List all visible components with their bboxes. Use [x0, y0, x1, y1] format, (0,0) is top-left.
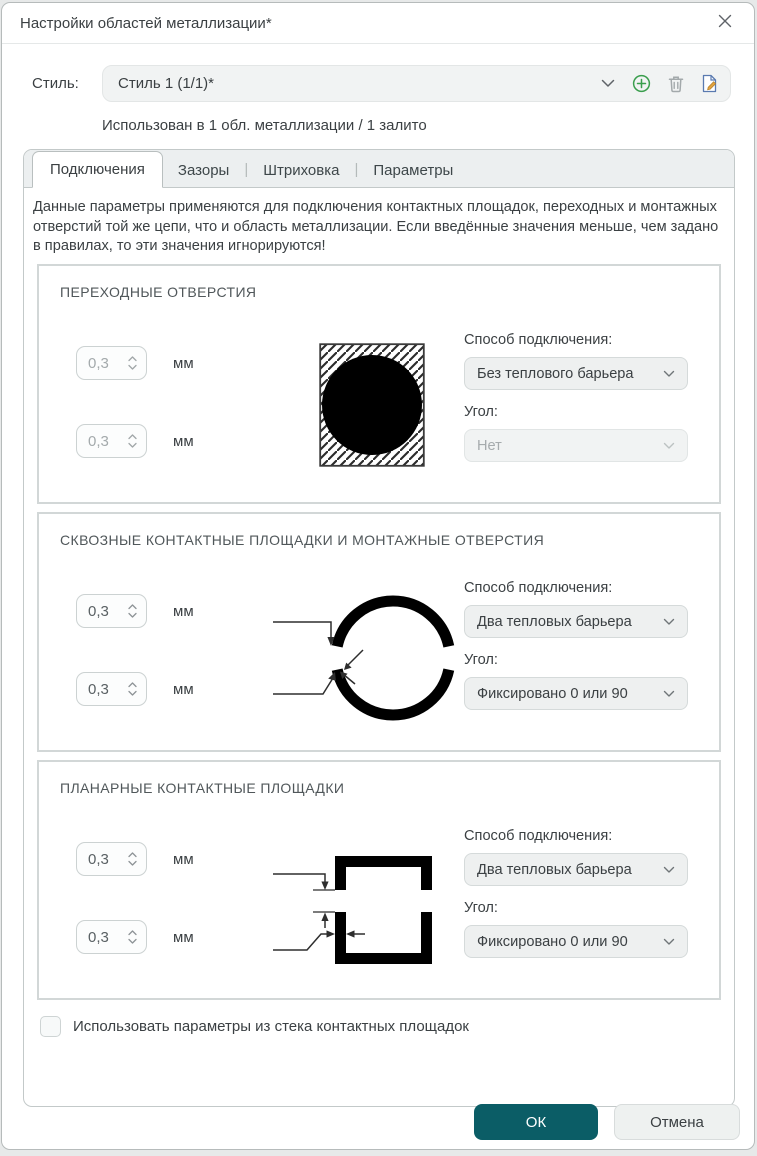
chevron-down-icon	[663, 438, 675, 454]
through-connection-select[interactable]: Два тепловых барьера	[464, 605, 688, 638]
spinner-arrows-icon[interactable]	[128, 930, 137, 944]
unit-label: мм	[173, 433, 194, 451]
chevron-down-icon	[663, 366, 675, 382]
unit-label: мм	[173, 603, 194, 621]
planar-pad-diagram	[265, 838, 461, 983]
via-connection-select[interactable]: Без теплового барьера	[464, 357, 688, 390]
planar-connection-select[interactable]: Два тепловых барьера	[464, 853, 688, 886]
ok-button[interactable]: ОК	[474, 1104, 598, 1140]
planar-spoke-width-spinner[interactable]: 0,3	[76, 920, 147, 954]
section-via-holes	[37, 264, 721, 504]
style-combobox[interactable]	[102, 65, 731, 102]
edit-style-button[interactable]	[701, 74, 718, 93]
unit-label: мм	[173, 681, 194, 699]
chevron-down-icon[interactable]	[601, 79, 615, 88]
tab-bar	[24, 150, 734, 188]
connection-method-label: Способ подключения:	[464, 828, 613, 845]
tab-connections[interactable]: Подключения	[32, 151, 163, 188]
tab-separator: |	[244, 161, 249, 178]
tab-description-text: Данные параметры применяются для подключения контактных площадок, переходных и монтажных отверстий той же цепи, что и область металлизации. Если введённые значения меньше, чем задано в правилах, то эти значения игнорируются!	[33, 199, 719, 255]
delete-style-button[interactable]	[668, 75, 684, 93]
chevron-down-icon	[663, 686, 675, 702]
tab-parameters[interactable]: Параметры	[373, 162, 454, 179]
angle-label: Угол:	[464, 900, 498, 917]
padstack-params-row	[40, 1016, 721, 1037]
section-title: ПЛАНАРНЫЕ КОНТАКТНЫЕ ПЛОЩАДКИ	[60, 780, 345, 797]
via-angle-select: Нет	[464, 429, 688, 462]
planar-angle-select[interactable]: Фиксировано 0 или 90	[464, 925, 688, 958]
planar-gap-width-spinner[interactable]: 0,3	[76, 842, 147, 876]
use-padstack-params-checkbox[interactable]	[40, 1016, 61, 1037]
through-pad-diagram	[267, 588, 463, 735]
angle-label: Угол:	[464, 404, 498, 421]
use-padstack-params-label: Использовать параметры из стека контактных площадок	[73, 1018, 469, 1036]
style-usage-text: Использован в 1 обл. металлизации / 1 залито	[102, 117, 427, 134]
spinner-arrows-icon[interactable]	[128, 682, 137, 696]
tab-hatching[interactable]: Штриховка	[263, 162, 340, 179]
through-spoke-width-spinner[interactable]: 0,3	[76, 672, 147, 706]
close-button[interactable]	[714, 12, 736, 34]
plus-circle-icon	[632, 74, 651, 93]
spinner-arrows-icon[interactable]	[128, 604, 137, 618]
edit-document-icon	[701, 74, 718, 93]
section-planar-pads	[37, 760, 721, 1000]
section-title: СКВОЗНЫЕ КОНТАКТНЫЕ ПЛОЩАДКИ И МОНТАЖНЫЕ ОТВЕРСТИЯ	[60, 532, 545, 549]
via-diagram	[319, 343, 425, 472]
unit-label: мм	[173, 851, 194, 869]
style-label: Стиль:	[32, 75, 79, 92]
unit-label: мм	[173, 929, 194, 947]
style-combobox-value: Стиль 1 (1/1)*	[118, 75, 215, 92]
close-icon	[718, 14, 732, 33]
style-row	[32, 65, 731, 102]
spinner-arrows-icon	[128, 356, 137, 370]
chevron-down-icon	[663, 862, 675, 878]
connection-method-label: Способ подключения:	[464, 580, 613, 597]
tab-clearances[interactable]: Зазоры	[177, 162, 230, 179]
through-gap-width-spinner[interactable]: 0,3	[76, 594, 147, 628]
chevron-down-icon	[663, 614, 675, 630]
connection-method-label: Способ подключения:	[464, 332, 613, 349]
dialog-title: Настройки областей металлизации*	[20, 14, 272, 32]
unit-label: мм	[173, 355, 194, 373]
via-gap-width-spinner: 0,3	[76, 346, 147, 380]
section-through-pads	[37, 512, 721, 752]
angle-label: Угол:	[464, 652, 498, 669]
via-spoke-width-spinner: 0,3	[76, 424, 147, 458]
settings-panel	[23, 149, 735, 1107]
section-title: ПЕРЕХОДНЫЕ ОТВЕРСТИЯ	[60, 284, 257, 301]
trash-icon	[668, 75, 684, 93]
dialog-footer	[474, 1104, 740, 1140]
add-style-button[interactable]	[632, 74, 651, 93]
dialog-window	[1, 2, 755, 1150]
tab-separator: |	[354, 161, 359, 178]
spinner-arrows-icon[interactable]	[128, 852, 137, 866]
through-angle-select[interactable]: Фиксировано 0 или 90	[464, 677, 688, 710]
spinner-arrows-icon	[128, 434, 137, 448]
chevron-down-icon	[663, 934, 675, 950]
title-bar	[2, 3, 754, 44]
cancel-button[interactable]: Отмена	[614, 1104, 740, 1140]
